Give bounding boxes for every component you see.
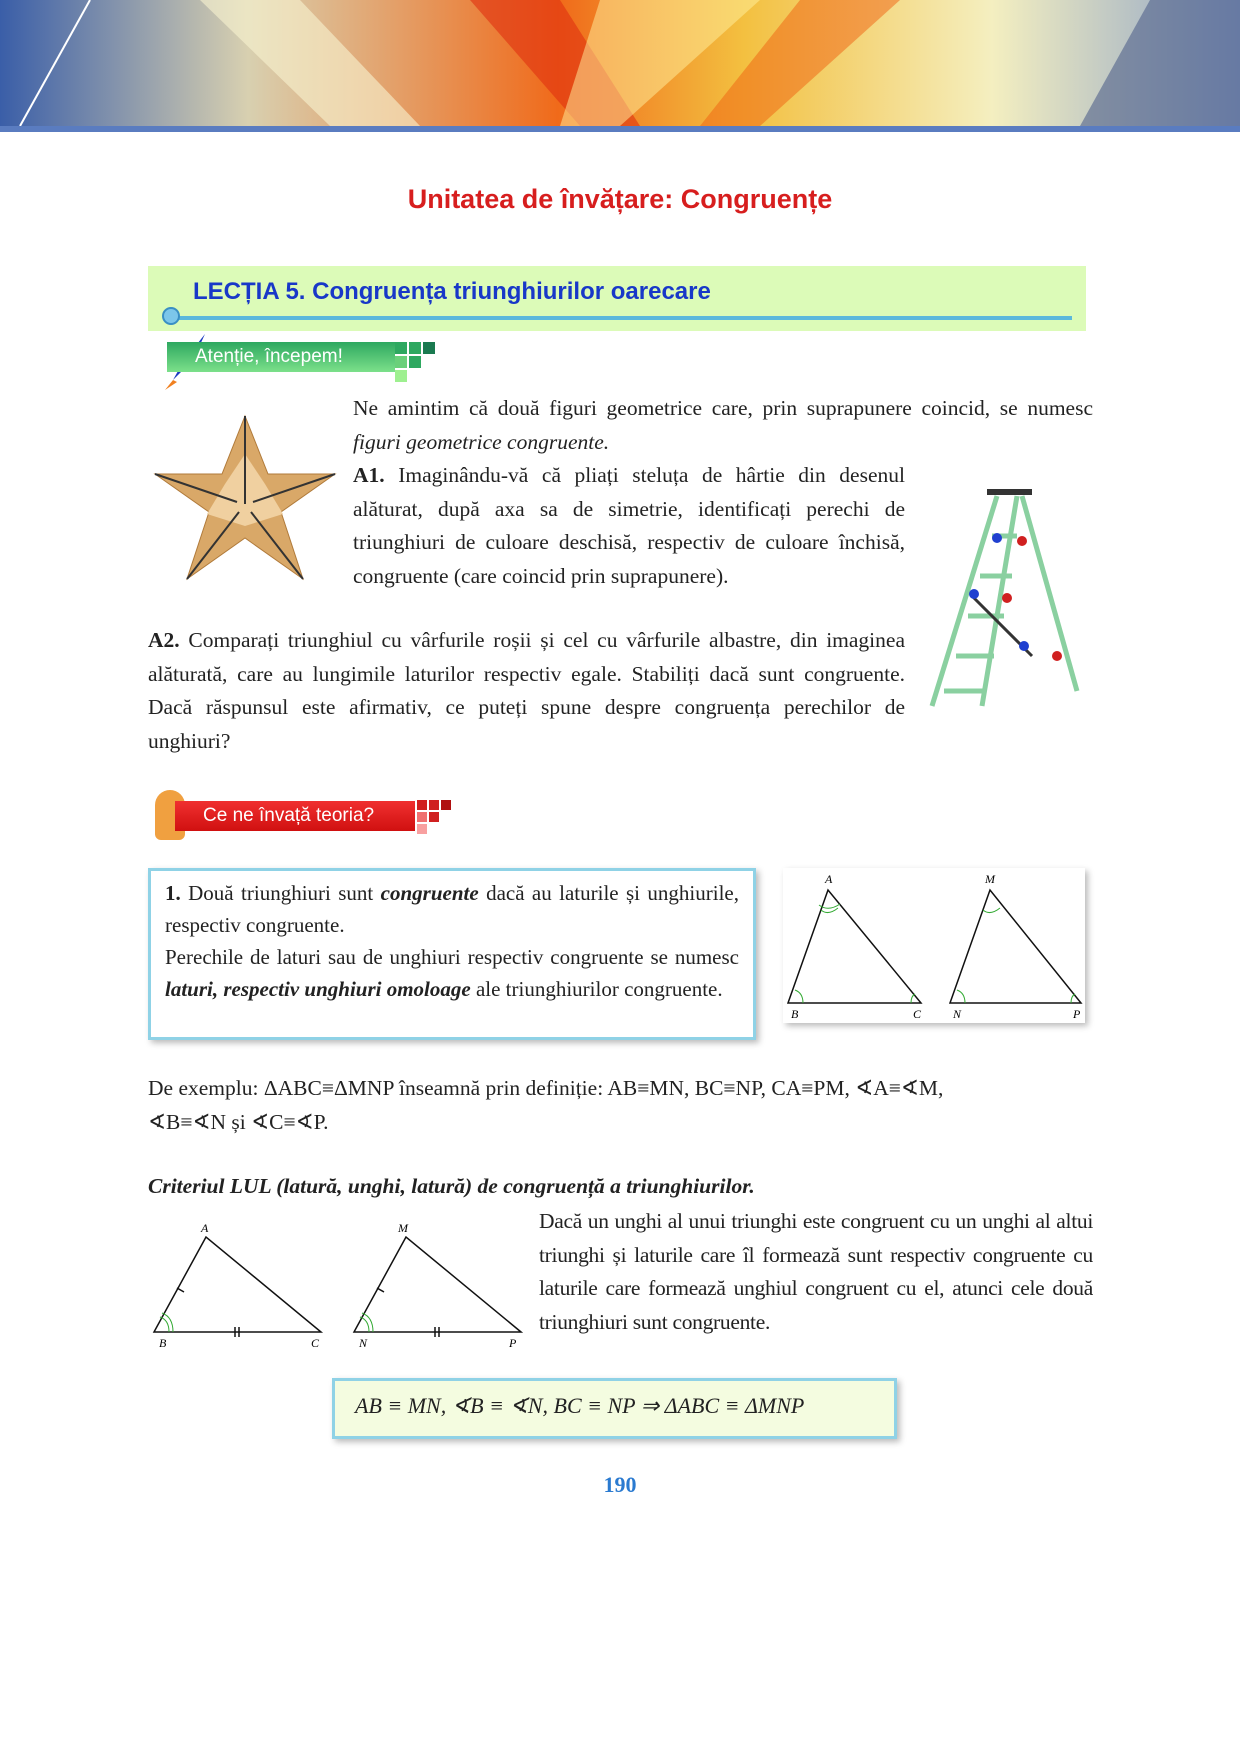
vertex-label: M — [398, 1222, 408, 1235]
decor-squares — [395, 342, 407, 354]
vertex-label: C — [913, 1007, 922, 1021]
intro-paragraph: Ne amintim că două figuri geometrice care, prin suprapunere coincid, se numesc figuri geometrice congruente. — [353, 396, 1093, 454]
criterion-text: Dacă un unghi al unui triunghi este congruent cu un unghi al altui triunghi și laturile care îl formează sunt respectiv congruente cu laturile care formează unghiul congruent cu el, atunci cele două triunghiuri sunt congruente. — [539, 1209, 1093, 1334]
vertex-label: N — [953, 1007, 962, 1021]
vertex-label: A — [201, 1222, 209, 1235]
bullet-dot-icon — [162, 307, 180, 325]
vertex-label: B — [791, 1007, 799, 1021]
header-banner — [0, 0, 1240, 132]
exercise-a2: A2. Comparați triunghiul cu vârfurile roșii și cel cu vârfurile albastre, din imaginea alăturată, care au lungimile laturilor respectiv egale. Stabiliți dacă sunt congruente. Dacă răspunsul este afirmativ, ce puteți spune despre congruența perechilor de unghiuri? — [148, 628, 905, 753]
vertex-label: C — [311, 1336, 320, 1350]
vertex-label: A — [825, 872, 833, 886]
vertex-label: M — [985, 872, 995, 886]
ladder-image — [922, 486, 1087, 716]
criterion-title: Criteriul LUL (latură, unghi, latură) de congruență a triunghiurilor. — [148, 1174, 755, 1198]
vertex-label: P — [509, 1336, 517, 1350]
section-title: Ce ne învață teoria? — [175, 801, 415, 831]
example-text: De exemplu: ΔABC≡ΔMNP înseamnă prin definiție: AB≡MN, BC≡NP, CA≡PM, ∢A≡∢M, ∢B≡∢N și ∢C≡∢P. — [148, 1076, 944, 1134]
lul-formula: AB ≡ MN, ∢B ≡ ∢N, BC ≡ NP ⇒ ΔABC ≡ ΔMNP — [355, 1393, 805, 1418]
decor-squares — [417, 800, 427, 810]
vertex-label: P — [1073, 1007, 1081, 1021]
lesson-title: LECȚIA 5. Congruența triunghiurilor oarecare — [193, 278, 711, 305]
unit-title: Unitatea de învățare: Congruențe — [407, 184, 833, 214]
origami-star-image — [153, 414, 338, 581]
lesson-underline — [176, 316, 1072, 320]
definition-box: 1. Două triunghiuri sunt congruente dacă au laturile și unghiurile, respectiv congruente. Perechile de laturi sau de unghiuri respectiv congruente se numesc laturi, respectiv unghiuri omoloage ale triunghiurilor congruente. — [148, 868, 756, 1040]
congruent-triangles-figure — [783, 868, 1085, 1023]
formula-box — [332, 1378, 897, 1439]
lul-triangles-figure — [151, 1222, 523, 1352]
section-title: Atenție, începem! — [167, 342, 395, 372]
vertex-label: N — [359, 1336, 368, 1350]
exercise-a1: A1. Imaginându-vă că pliați steluța de hârtie din desenul alăturat, după axa sa de simetrie, identificați perechi de triunghiuri de culoare deschisă, respectiv de culoare închisă, congruente (care coincid prin suprapunere). — [353, 463, 905, 588]
vertex-label: B — [159, 1336, 167, 1350]
page-number: 190 — [603, 1472, 637, 1497]
